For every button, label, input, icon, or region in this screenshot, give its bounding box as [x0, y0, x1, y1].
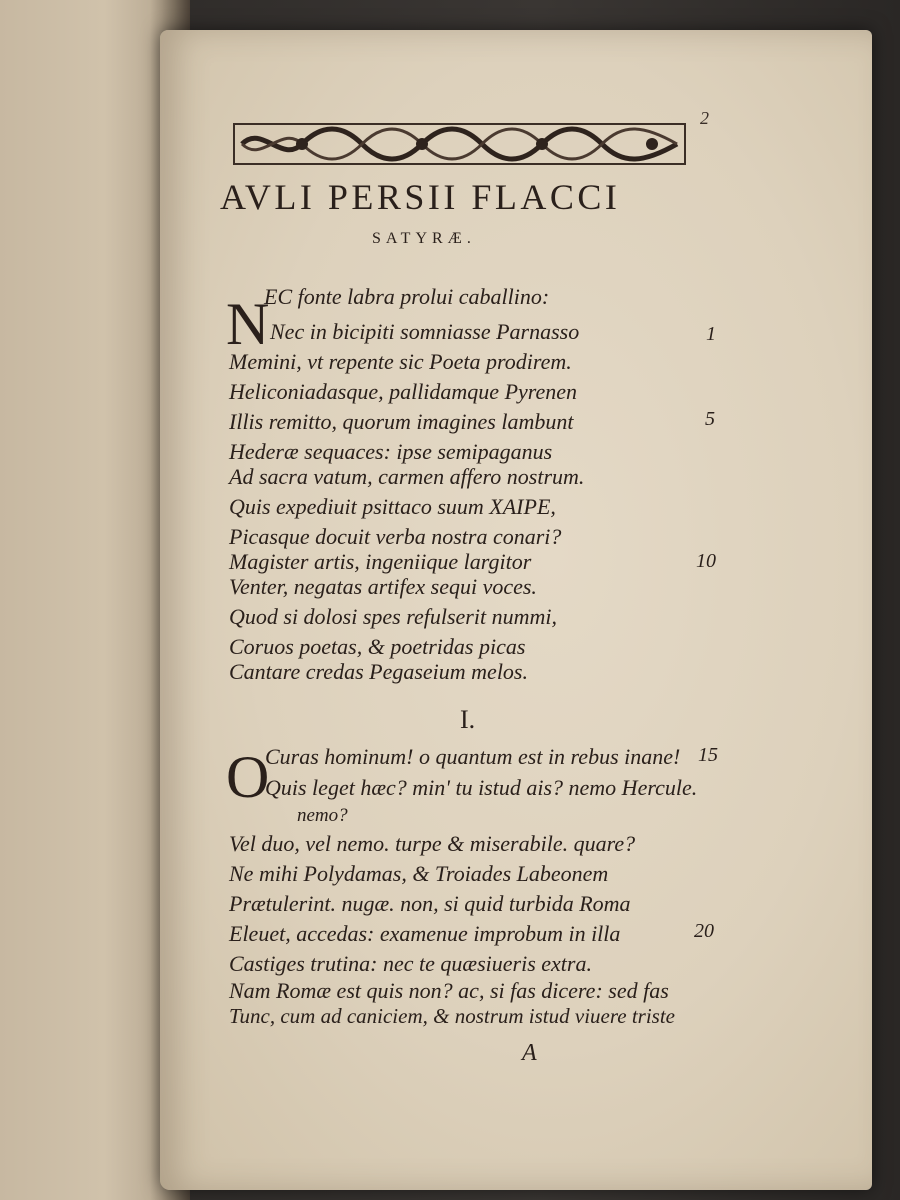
verse-line: Heliconiadasque, pallidamque Pyrenen — [229, 379, 578, 404]
verse-line: Quis expediuit psittaco suum ΧΑΙΡΕ, — [229, 494, 556, 519]
verse-line: Ne mihi Polydamas, & Troiades Labeonem — [229, 861, 609, 886]
line-number: 1 — [706, 323, 716, 345]
verse-line: Tunc, cum ad caniciem, & nostrum istud viuere triste — [229, 1004, 676, 1028]
verse-line: Coruos poetas, & poetridas picas — [229, 634, 526, 659]
verse-line: Ad sacra vatum, carmen affero nostrum. — [229, 464, 585, 489]
verse-line: Vel duo, vel nemo. turpe & miserabile. quare? — [229, 831, 636, 856]
line-number: 5 — [705, 408, 715, 430]
verse-line: Memini, vt repente sic Poeta prodirem. — [229, 349, 572, 374]
catchword: A — [522, 1040, 537, 1066]
verse-line: Prætulerint. nugæ. non, si quid turbida Roma — [229, 891, 631, 916]
drop-cap-satire: O — [226, 744, 270, 810]
verse-line: Nam Romæ est quis non? ac, si fas dicere: sed fas — [229, 978, 669, 1003]
verse-line: nemo? — [297, 805, 348, 826]
verse-line: EC fonte labra prolui caballino: — [264, 284, 550, 309]
line-number: 15 — [698, 744, 718, 766]
line-number: 10 — [696, 550, 716, 572]
verse-line: Picasque docuit verba nostra conari? — [229, 524, 562, 549]
page-subtitle: SATYRÆ. — [372, 230, 476, 247]
verse-line: Eleuet, accedas: examenue improbum in illa — [229, 921, 621, 946]
verse-line: Hederæ sequaces: ipse semipaganus — [229, 439, 553, 464]
line-number: 20 — [694, 920, 714, 942]
leaf-number: 2 — [700, 108, 709, 128]
verse-line: Nec in bicipiti somniasse Parnasso — [270, 319, 580, 344]
verse-line: Quis leget hæc? min' tu istud ais? nemo Hercule. — [265, 775, 698, 800]
verse-line: Quod si dolosi spes refulserit nummi, — [229, 604, 557, 629]
verse-line: Illis remitto, quorum imagines lambunt — [229, 409, 574, 434]
page-title: AVLI PERSII FLACCI — [220, 177, 621, 217]
section-number: I. — [460, 705, 476, 734]
verse-line: Venter, negatas artifex sequi voces. — [229, 574, 537, 599]
ornamental-headpiece — [232, 118, 687, 170]
verse-line: Magister artis, ingeniique largitor — [229, 549, 532, 574]
verse-line: Castiges trutina: nec te quæsiueris extra. — [229, 951, 592, 976]
drop-cap-prologue: N — [226, 291, 270, 357]
verse-line: Cantare credas Pegaseium melos. — [229, 659, 528, 684]
verse-line: Curas hominum! o quantum est in rebus inane! — [265, 744, 681, 769]
